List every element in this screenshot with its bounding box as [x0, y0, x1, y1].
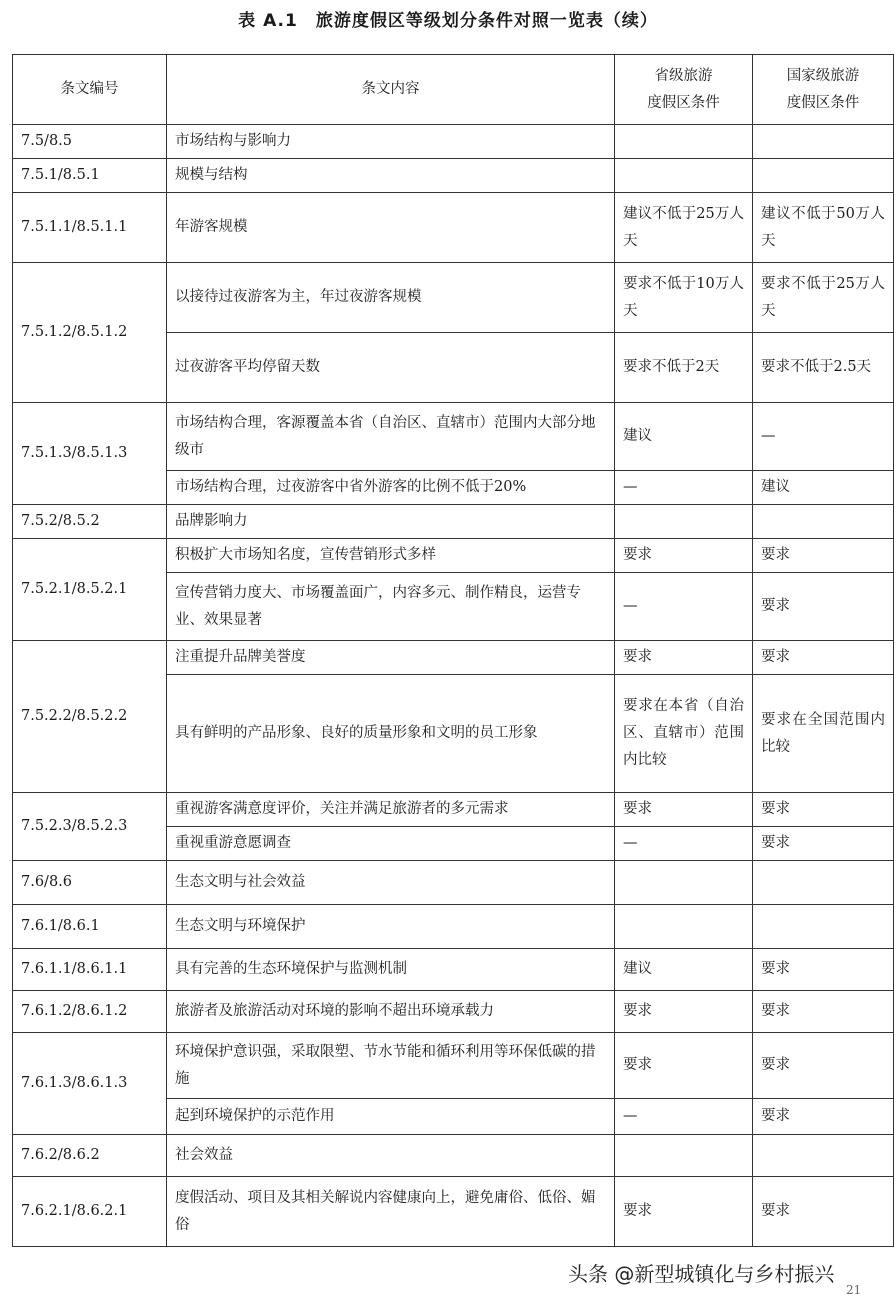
- clause-content: 积极扩大市场知名度，宣传营销形式多样: [167, 539, 615, 573]
- provincial-condition: 要求: [615, 1033, 753, 1099]
- provincial-condition: —: [615, 573, 753, 641]
- clause-code: 7.5.2/8.5.2: [13, 505, 167, 539]
- national-condition: 要求: [753, 1177, 894, 1247]
- provincial-condition: [615, 1135, 753, 1177]
- national-condition: 要求: [753, 641, 894, 675]
- national-condition: 要求: [753, 1099, 894, 1135]
- national-condition: [753, 505, 894, 539]
- clause-content: 市场结构合理，过夜游客中省外游客的比例不低于20%: [167, 471, 615, 505]
- table-row: [13, 539, 894, 573]
- page-number: 21: [846, 1283, 862, 1297]
- clause-code: 7.6.1.2/8.6.1.2: [13, 991, 167, 1033]
- national-condition: 要求: [753, 573, 894, 641]
- clause-content: 重视游客满意度评价，关注并满足旅游者的多元需求: [167, 793, 615, 827]
- header-national: 国家级旅游 度假区条件: [753, 55, 894, 125]
- national-condition: 要求: [753, 1033, 894, 1099]
- national-condition: 要求: [753, 991, 894, 1033]
- clause-content: 以接待过夜游客为主，年过夜游客规模: [167, 263, 615, 333]
- table-row: [13, 263, 894, 333]
- national-condition: 建议不低于50万人天: [753, 193, 894, 263]
- provincial-condition: 要求: [615, 641, 753, 675]
- provincial-condition: [615, 861, 753, 905]
- national-condition: 要求: [753, 949, 894, 991]
- provincial-condition: 建议: [615, 403, 753, 471]
- table-row: [13, 949, 894, 991]
- table-row: [13, 159, 894, 193]
- clause-content: 品牌影响力: [167, 505, 615, 539]
- table-row: [13, 861, 894, 905]
- clause-code: 7.5.2.1/8.5.2.1: [13, 539, 167, 641]
- provincial-condition: 要求: [615, 793, 753, 827]
- clause-content: 宣传营销力度大、市场覆盖面广，内容多元、制作精良，运营专业、效果显著: [167, 573, 615, 641]
- national-condition: 建议: [753, 471, 894, 505]
- provincial-condition: —: [615, 471, 753, 505]
- provincial-condition: 要求: [615, 1177, 753, 1247]
- provincial-condition: 建议: [615, 949, 753, 991]
- clause-content: 具有鲜明的产品形象、良好的质量形象和文明的员工形象: [167, 675, 615, 793]
- national-condition: [753, 1135, 894, 1177]
- clause-code: 7.5.1.1/8.5.1.1: [13, 193, 167, 263]
- national-condition: [753, 861, 894, 905]
- table-row: [13, 991, 894, 1033]
- table-row: [13, 641, 894, 675]
- watermark-caption: 头条 @新型城镇化与乡村振兴: [568, 1262, 835, 1286]
- provincial-condition: [615, 505, 753, 539]
- clause-content: 生态文明与社会效益: [167, 861, 615, 905]
- clause-code: 7.6.2/8.6.2: [13, 1135, 167, 1177]
- national-condition: [753, 159, 894, 193]
- national-condition: 要求: [753, 539, 894, 573]
- provincial-condition: —: [615, 827, 753, 861]
- clause-code: 7.6.1.3/8.6.1.3: [13, 1033, 167, 1135]
- header-provincial: 省级旅游 度假区条件: [615, 55, 753, 125]
- clause-content: 起到环境保护的示范作用: [167, 1099, 615, 1135]
- clause-content: 社会效益: [167, 1135, 615, 1177]
- clause-code: 7.6.1.1/8.6.1.1: [13, 949, 167, 991]
- provincial-condition: 要求不低于2天: [615, 333, 753, 403]
- national-condition: —: [753, 403, 894, 471]
- header-code: 条文编号: [13, 55, 167, 125]
- national-condition: 要求不低于2.5天: [753, 333, 894, 403]
- clause-code: 7.5.1.3/8.5.1.3: [13, 403, 167, 505]
- clause-content: 重视重游意愿调查: [167, 827, 615, 861]
- table-row: [13, 125, 894, 159]
- clause-code: 7.5/8.5: [13, 125, 167, 159]
- clause-code: 7.5.2.2/8.5.2.2: [13, 641, 167, 793]
- provincial-condition: 要求不低于10万人天: [615, 263, 753, 333]
- clause-code: 7.5.1/8.5.1: [13, 159, 167, 193]
- provincial-condition: 要求: [615, 991, 753, 1033]
- clause-content: 规模与结构: [167, 159, 615, 193]
- clause-content: 环境保护意识强，采取限塑、节水节能和循环利用等环保低碳的措施: [167, 1033, 615, 1099]
- table-row: [13, 193, 894, 263]
- national-condition: 要求在全国范围内比较: [753, 675, 894, 793]
- table-title: 表 A.1 旅游度假区等级划分条件对照一览表（续）: [238, 11, 658, 31]
- clause-content: 度假活动、项目及其相关解说内容健康向上，避免庸俗、低俗、媚俗: [167, 1177, 615, 1247]
- clause-content: 具有完善的生态环境保护与监测机制: [167, 949, 615, 991]
- table-row: [13, 1135, 894, 1177]
- table-row: [13, 403, 894, 471]
- clause-code: 7.6/8.6: [13, 861, 167, 905]
- clause-content: 过夜游客平均停留天数: [167, 333, 615, 403]
- table-row: [13, 793, 894, 827]
- national-condition: 要求: [753, 827, 894, 861]
- table-row: [13, 1033, 894, 1099]
- national-condition: 要求: [753, 793, 894, 827]
- clause-content: 市场结构合理，客源覆盖本省（自治区、直辖市）范围内大部分地级市: [167, 403, 615, 471]
- clause-content: 市场结构与影响力: [167, 125, 615, 159]
- provincial-condition: [615, 159, 753, 193]
- provincial-condition: —: [615, 1099, 753, 1135]
- provincial-condition: 要求: [615, 539, 753, 573]
- header-row: [13, 55, 894, 125]
- clause-code: 7.5.2.3/8.5.2.3: [13, 793, 167, 861]
- table-row: [13, 505, 894, 539]
- clause-content: 生态文明与环境保护: [167, 905, 615, 949]
- provincial-condition: [615, 125, 753, 159]
- clause-code: 7.6.1/8.6.1: [13, 905, 167, 949]
- national-condition: [753, 905, 894, 949]
- provincial-condition: 要求在本省（自治区、直辖市）范围内比较: [615, 675, 753, 793]
- national-condition: [753, 125, 894, 159]
- clause-content: 注重提升品牌美誉度: [167, 641, 615, 675]
- clause-content: 旅游者及旅游活动对环境的影响不超出环境承载力: [167, 991, 615, 1033]
- national-condition: 要求不低于25万人天: [753, 263, 894, 333]
- conditions-table: [12, 54, 894, 1247]
- clause-code: 7.6.2.1/8.6.2.1: [13, 1177, 167, 1247]
- table-row: [13, 905, 894, 949]
- clause-content: 年游客规模: [167, 193, 615, 263]
- provincial-condition: 建议不低于25万人天: [615, 193, 753, 263]
- header-content: 条文内容: [167, 55, 615, 125]
- clause-code: 7.5.1.2/8.5.1.2: [13, 263, 167, 403]
- table-row: [13, 1177, 894, 1247]
- provincial-condition: [615, 905, 753, 949]
